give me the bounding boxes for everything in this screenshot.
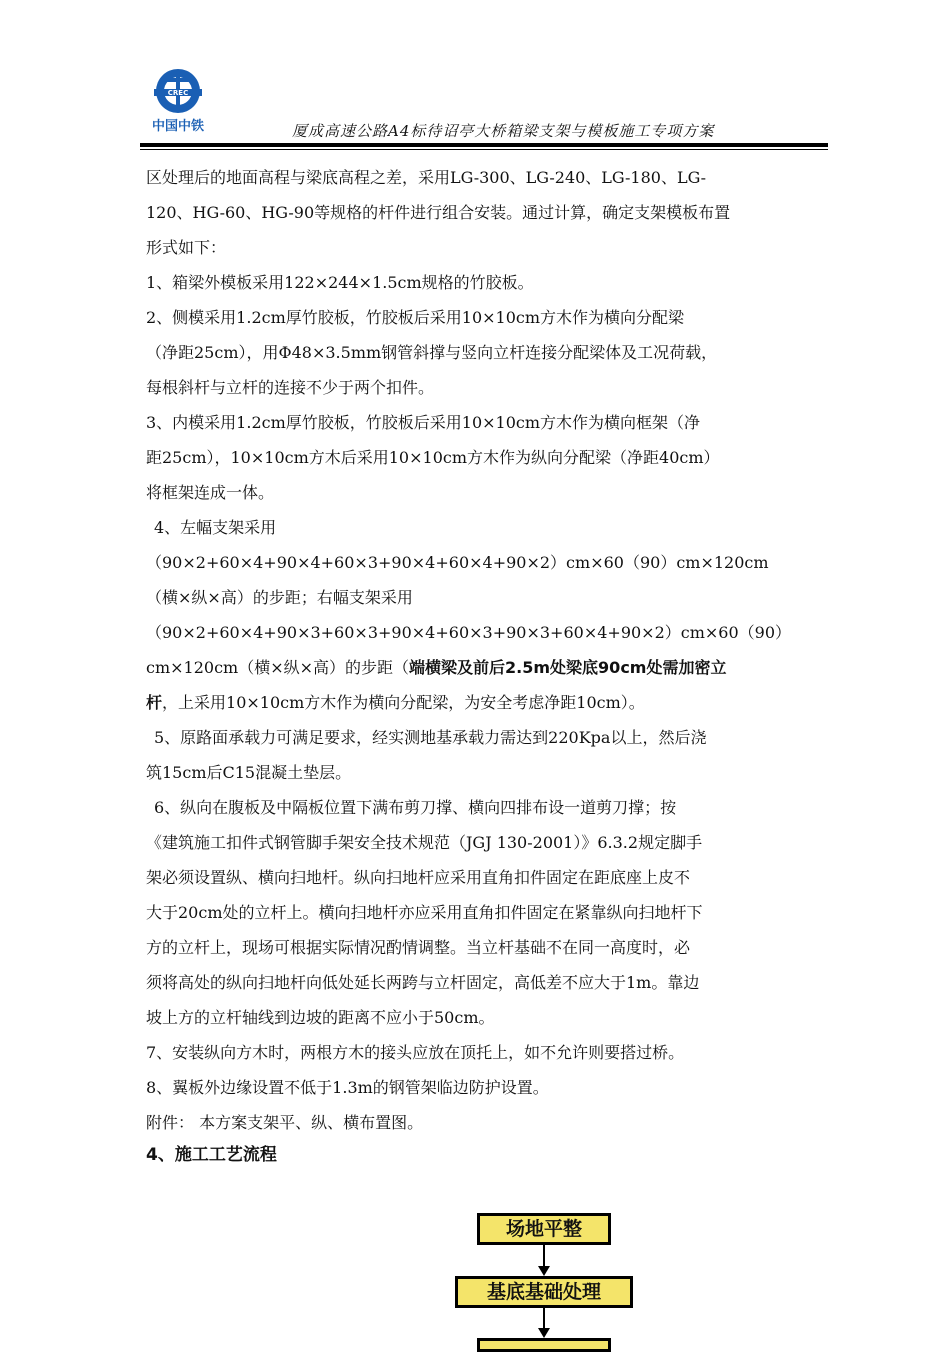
paragraph-line: 筑15cm后C15混凝土垫层。 [146, 763, 352, 782]
list-item-3: 3、内模采用1.2cm厚竹胶板，竹胶板后采用10×10cm方木作为横向框架（净 [146, 413, 701, 432]
paragraph-line: 架必须设置纵、横向扫地杆。纵向扫地杆应采用直角扣件固定在距底座上皮不 [146, 868, 691, 887]
paragraph-line-mixed [146, 685, 816, 720]
bold-text-run: 端横梁及前后2.5m处梁底90cm处需加密立 [409, 658, 727, 677]
flow-arrow-head [538, 1328, 550, 1338]
paragraph-line: 方的立杆上，现场可根据实际情况酌情调整。当立杆基础不在同一高度时，必 [146, 938, 691, 957]
paragraph-line: 《建筑施工扣件式钢管脚手架安全技术规范（JGJ 130-2001）》6.3.2规定脚手 [146, 833, 703, 852]
paragraph-line: （净距25cm），用Φ48×3.5mm钢管斜撑与竖向立杆连接分配梁体及工况荷载， [146, 343, 718, 362]
flow-step-2: 基底基础处理 [455, 1276, 633, 1308]
header-rule-thin [140, 149, 828, 150]
bold-text-run: 杆 [146, 693, 163, 712]
paragraph-line: （90×2+60×4+90×4+60×3+90×4+60×4+90×2）cm×60（90）cm×120cm [146, 553, 769, 572]
logo-letters: CREC [167, 89, 189, 97]
list-item-4: 4、左幅支架采用 [154, 518, 277, 537]
attachment-line: 附件： 本方案支架平、纵、横布置图。 [146, 1113, 424, 1132]
paragraph-line: 120、HG-60、HG-90等规格的杆件进行组合安装。通过计算，确定支架模板布置 [146, 203, 731, 222]
flow-arrow-head [538, 1266, 550, 1276]
paragraph-line: 大于20cm处的立杆上。横向扫地杆亦应采用直角扣件固定在紧靠纵向扫地杆下 [146, 903, 703, 922]
flow-step-3-partial [477, 1338, 611, 1352]
paragraph-line: 每根斜杆与立杆的连接不少于两个扣件。 [146, 378, 435, 397]
list-item-1: 1、箱梁外模板采用122×244×1.5cm规格的竹胶板。 [146, 273, 534, 292]
logo-text: 中国中铁 [151, 119, 205, 134]
text-run: ，上采用10×10cm方木作为横向分配梁，为安全考虑净距10cm）。 [162, 693, 645, 712]
paragraph-line: 将框架连成一体。 [146, 483, 275, 502]
paragraph-line: 区处理后的地面高程与梁底高程之差，采用LG-300、LG-240、LG-180、LG- [146, 168, 707, 187]
crec-logo [140, 66, 216, 136]
flow-step-1: 场地平整 [477, 1213, 611, 1245]
list-item-2: 2、侧模采用1.2cm厚竹胶板，竹胶板后采用10×10cm方木作为横向分配梁 [146, 308, 685, 327]
list-item-5: 5、原路面承载力可满足要求，经实测地基承载力需达到220Kpa以上，然后浇 [154, 728, 707, 747]
list-item-7: 7、安装纵向方木时，两根方木的接头应放在顶托上，如不允许则要搭过桥。 [146, 1043, 685, 1062]
document-body [146, 160, 816, 1140]
paragraph-line: 坡上方的立杆轴线到边坡的距离不应小于50cm。 [146, 1008, 495, 1027]
header-rule [140, 143, 828, 147]
paragraph-line: （横×纵×高）的步距；右幅支架采用 [146, 588, 413, 607]
list-item-6: 6、纵向在腹板及中隔板位置下满布剪刀撑、横向四排布设一道剪刀撑；按 [154, 798, 677, 817]
paragraph-line: 距25cm），10×10cm方木后采用10×10cm方木作为纵向分配梁（净距40cm） [146, 448, 720, 467]
paragraph-line: 须将高处的纵向扫地杆向低处延长两跨与立杆固定，高低差不应大于1m。靠边 [146, 973, 700, 992]
paragraph-line-mixed [146, 650, 816, 685]
document-header-title: 厦成高速公路A4标待诏亭大桥箱梁支架与模板施工专项方案 [292, 122, 715, 140]
text-run: cm×120cm（横×纵×高）的步距（ [146, 658, 410, 677]
paragraph-line: （90×2+60×4+90×3+60×3+90×4+60×3+90×3+60×4+90×2）cm×60（90） [146, 623, 792, 642]
list-item-8: 8、翼板外边缘设置不低于1.3m的钢管架临边防护设置。 [146, 1078, 549, 1097]
paragraph-line: 形式如下： [146, 238, 227, 257]
section-heading: 4、施工工艺流程 [146, 1145, 277, 1165]
